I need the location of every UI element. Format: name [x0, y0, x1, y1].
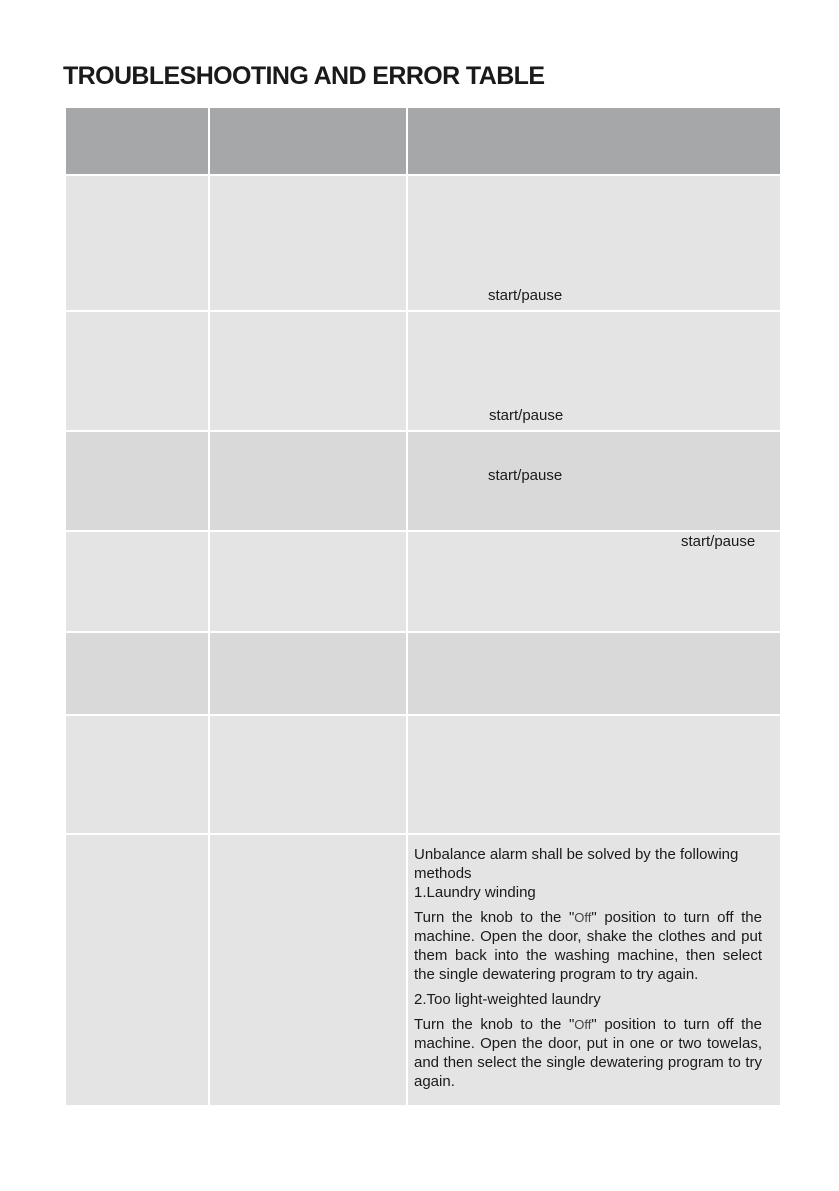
table-cell [65, 834, 209, 1106]
table-cell [407, 431, 781, 531]
table-cell [407, 175, 781, 311]
table-cell [209, 175, 407, 311]
table-cell [65, 175, 209, 311]
table-cell [65, 715, 209, 834]
table-cell [407, 311, 781, 431]
off-position-label: Off [574, 910, 592, 925]
start-pause-label: start/pause [489, 407, 564, 424]
table-cell [407, 715, 781, 834]
off-position-label: Off [574, 1017, 592, 1032]
header-cell-2 [209, 107, 407, 175]
header-cell-1 [65, 107, 209, 175]
table-row [65, 715, 781, 834]
start-pause-label: start/pause [488, 287, 563, 304]
step2-title: 2.Too light-weighted laundry [414, 991, 601, 1008]
table-cell [407, 531, 781, 632]
step2-text: Turn the knob to the "Off" position to turn off the machine. Open the door, put in one or two towelas, and then select the single dewatering program to try again. [414, 1016, 762, 1090]
step1-title: 1.Laundry winding [414, 884, 536, 901]
table-cell [407, 632, 781, 715]
header-cell-3 [407, 107, 781, 175]
start-pause-label: start/pause [681, 533, 756, 550]
table-cell [209, 632, 407, 715]
error-table [64, 106, 782, 1107]
table-header-row [65, 107, 781, 175]
start-pause-label: start/pause [488, 467, 563, 484]
table-cell [65, 632, 209, 715]
table-cell [209, 531, 407, 632]
table-row [65, 531, 781, 632]
page-title: TROUBLESHOOTING AND ERROR TABLE [63, 62, 545, 90]
table-cell [65, 311, 209, 431]
table-row [65, 431, 781, 531]
table-cell [209, 715, 407, 834]
table-cell [209, 311, 407, 431]
table-cell [65, 431, 209, 531]
table-cell [65, 531, 209, 632]
unbalance-solution-cell [407, 834, 781, 1106]
table-cell [209, 431, 407, 531]
unbalance-intro: Unbalance alarm shall be solved by the following methods [414, 846, 739, 882]
table-row [65, 311, 781, 431]
table-cell [209, 834, 407, 1106]
step1-text: Turn the knob to the "Off" position to turn off the machine. Open the door, shake the clothes and put them back into the washing machine, then select the single dewatering program to try again. [414, 909, 762, 983]
table-row [65, 834, 781, 1106]
table-row [65, 632, 781, 715]
table-row [65, 175, 781, 311]
